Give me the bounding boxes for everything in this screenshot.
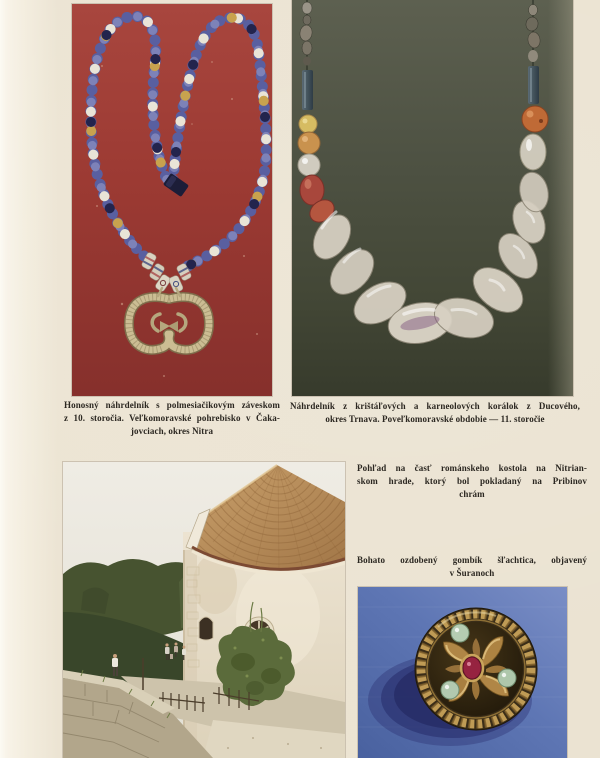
photo-necklace-cakajovce [72, 4, 272, 396]
caption-line: jovciach, okres Nitra [130, 426, 214, 436]
green-stone [498, 669, 516, 687]
photo-church-nitra [63, 462, 345, 758]
caption-line: Náhrdelník z krištáľových a karneolových korálok z Ducového, [290, 401, 580, 411]
caption-button-surany [357, 554, 587, 580]
caption-line: Honosný náhrdelník s polmesiačikovým záveskom [64, 400, 280, 410]
photo-button-surany [358, 587, 567, 758]
caption-line: okres Trnava. Poveľkomoravské obdobie — 11. storočie [325, 414, 545, 424]
necklace-crystal-illustration [292, 0, 573, 396]
caption-line: Pohľad na časť románskeho kostola na Nitrian- [357, 463, 587, 473]
light-band [548, 0, 573, 396]
caption-line: z 10. storočia. Veľkomoravské pohrebisko v Čaka- [64, 413, 280, 423]
green-stone [441, 681, 459, 699]
green-stone [451, 624, 469, 642]
caption-line: Bohato ozdobený gombík šľachtica, objavený [357, 555, 587, 565]
caption-line: chrám [459, 489, 485, 499]
person [170, 654, 173, 659]
necklace-red-illustration [72, 4, 272, 396]
garnet-stone [461, 655, 483, 681]
caption-necklace-cakajovce [64, 399, 280, 438]
caption-line: skom hrade, ktorý bol pokladaný na Pribinov [357, 476, 587, 486]
church-illustration [63, 462, 345, 758]
photo-necklace-ducove [292, 0, 573, 396]
caption-necklace-ducove [290, 400, 580, 426]
arch-window [199, 617, 213, 640]
caption-church-nitra [357, 462, 587, 501]
button-illustration [358, 587, 567, 758]
caption-line: v Šuranoch [449, 568, 495, 578]
gilded-button [415, 608, 537, 730]
